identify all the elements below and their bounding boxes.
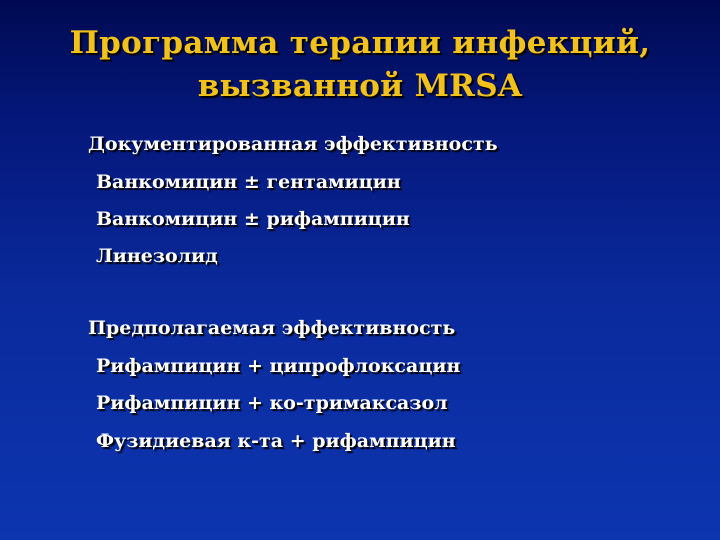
section-heading-documented: Документированная эффективность	[88, 133, 498, 155]
title-line-2: вызванной MRSA	[197, 68, 523, 104]
slide-title	[0, 22, 720, 108]
title-line-1: Программа терапии инфекций,	[69, 25, 651, 61]
section-heading-presumed: Предполагаемая эффективность	[88, 317, 456, 339]
list-item: Ванкомицин ± гентамицин	[96, 171, 401, 193]
list-item: Рифампицин + ципрофлоксацин	[96, 355, 461, 377]
list-item: Линезолид	[96, 245, 218, 267]
list-item: Рифампицин + ко-тримаксазол	[96, 392, 448, 414]
list-item: Ванкомицин ± рифампицин	[96, 208, 410, 230]
list-item: Фузидиевая к-та + рифампицин	[96, 430, 456, 452]
